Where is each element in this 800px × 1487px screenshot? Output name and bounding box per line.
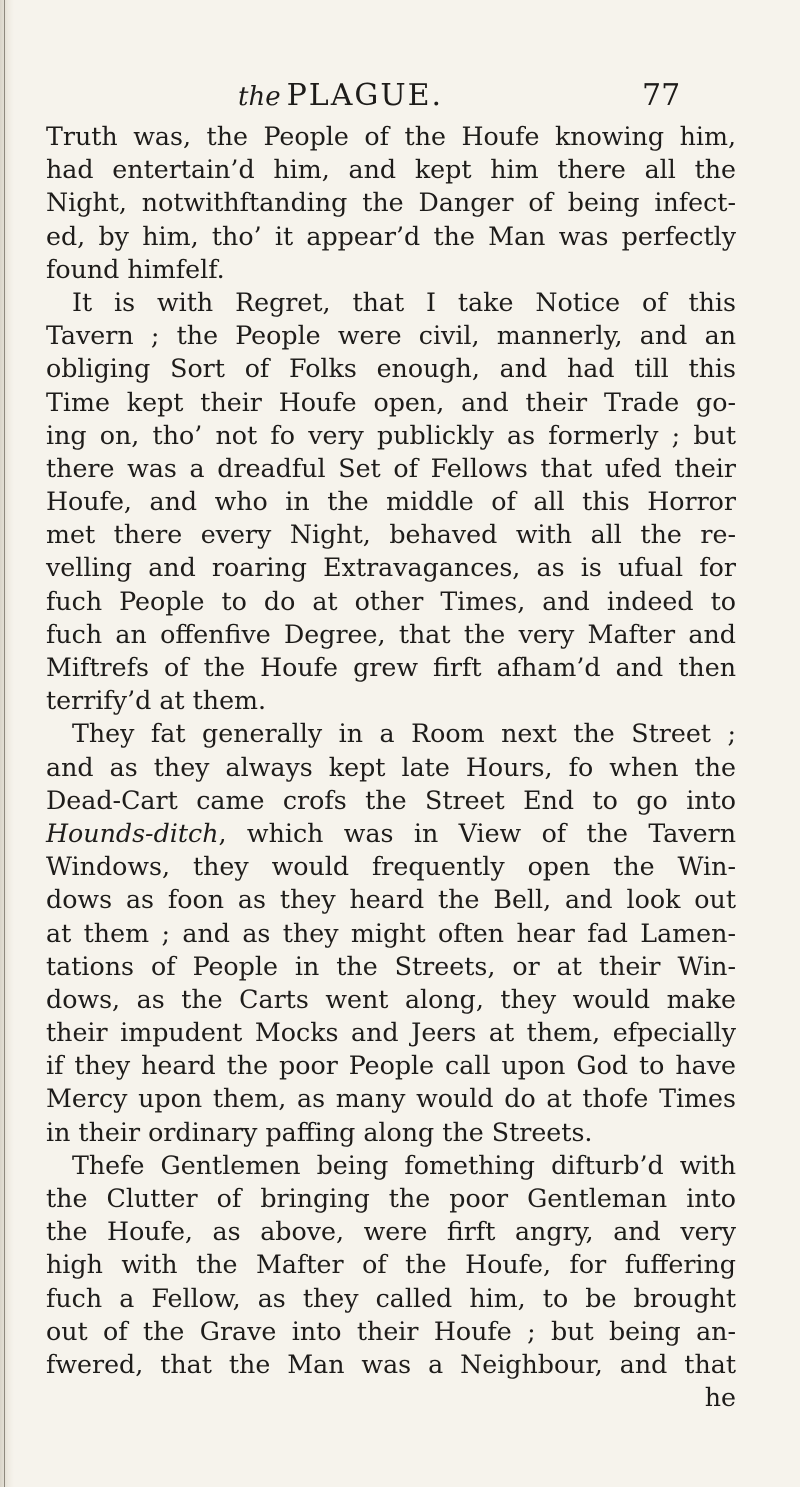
running-head-title bbox=[238, 78, 443, 113]
text-line: Windows, they would frequently open the Win- bbox=[46, 852, 736, 882]
paragraph-start-line: It is with Regret, that I take Notice of this bbox=[72, 287, 736, 317]
page-number: 77 bbox=[642, 78, 681, 113]
text-line: Miftrefs of the Houfe grew firft afham’d and then bbox=[46, 653, 736, 682]
text-line: obliging Sort of Folks enough, and had till this bbox=[46, 354, 736, 384]
text-line: found himfelf. bbox=[46, 254, 225, 284]
text-line: if they heard the poor People call upon God to have bbox=[46, 1051, 736, 1081]
text-line-with-italic bbox=[46, 817, 736, 850]
text-line: the Houfe, as above, were firft angry, and very bbox=[46, 1217, 736, 1247]
catchword: he bbox=[704, 1383, 736, 1413]
running-head-title-text: PLAGUE. bbox=[286, 78, 444, 113]
text-line: fwered, that the Man was a Neighbour, and that bbox=[46, 1349, 736, 1379]
text-line: their impudent Mocks and Jeers at them, efpecially bbox=[46, 1018, 736, 1048]
text-line-rest: , which was in View of the Tavern bbox=[218, 818, 736, 848]
body-text bbox=[46, 120, 736, 1414]
text-line: fuch a Fellow, as they called him, to be brought bbox=[46, 1283, 736, 1313]
italic-place-name: Hounds-ditch bbox=[46, 818, 219, 848]
text-line: met there every Night, behaved with all the re- bbox=[46, 520, 736, 550]
paragraph-start-line: Thefe Gentlemen being fomething difturb’d with bbox=[72, 1150, 736, 1180]
page-binding-edge bbox=[0, 0, 14, 1487]
text-line: Dead-Cart came crofs the Street End to go into bbox=[46, 785, 736, 815]
text-line: fuch an offenfive Degree, that the very Mafter and bbox=[46, 619, 736, 649]
text-line: fuch People to do at other Times, and indeed to bbox=[46, 586, 736, 616]
text-line: out of the Grave into their Houfe ; but being an- bbox=[46, 1316, 736, 1346]
text-line: had entertain’d him, and kept him there all the bbox=[46, 155, 736, 185]
text-line: Time kept their Houfe open, and their Trade go- bbox=[46, 387, 736, 417]
text-line: Houfe, and who in the middle of all this Horror bbox=[46, 487, 736, 517]
text-line: Night, notwithftanding the Danger of being infect- bbox=[46, 188, 736, 218]
text-line: in their ordinary paffing along the Streets. bbox=[46, 1117, 593, 1147]
text-line: ing on, tho’ not fo very publickly as formerly ; but bbox=[46, 420, 736, 450]
text-line: terrify’d at them. bbox=[46, 686, 267, 716]
text-line: dows as foon as they heard the Bell, and look out bbox=[46, 885, 736, 915]
running-head-prefix: the bbox=[238, 82, 281, 112]
text-line: Mercy upon them, as many would do at thofe Times bbox=[46, 1084, 736, 1114]
text-line: Truth was, the People of the Houfe knowing him, bbox=[46, 122, 736, 151]
text-line: velling and roaring Extravagances, as is ufual for bbox=[46, 553, 736, 583]
text-line: Tavern ; the People were civil, mannerly, and an bbox=[46, 321, 736, 351]
text-line: high with the Mafter of the Houfe, for fuffering bbox=[46, 1250, 736, 1280]
text-line: at them ; and as they might often hear fad Lamen- bbox=[46, 918, 736, 948]
running-head bbox=[0, 78, 800, 118]
text-line: tations of People in the Streets, or at their Win- bbox=[46, 951, 736, 981]
text-line: ed, by him, tho’ it appear’d the Man was perfectly bbox=[46, 221, 736, 251]
text-line: and as they always kept late Hours, fo when the bbox=[46, 752, 736, 782]
text-line: there was a dreadful Set of Fellows that ufed their bbox=[46, 453, 736, 483]
paragraph-start-line: They fat generally in a Room next the Street ; bbox=[72, 719, 736, 749]
text-line: dows, as the Carts went along, they would make bbox=[46, 984, 736, 1014]
text-line: the Clutter of bringing the poor Gentleman into bbox=[46, 1184, 736, 1213]
